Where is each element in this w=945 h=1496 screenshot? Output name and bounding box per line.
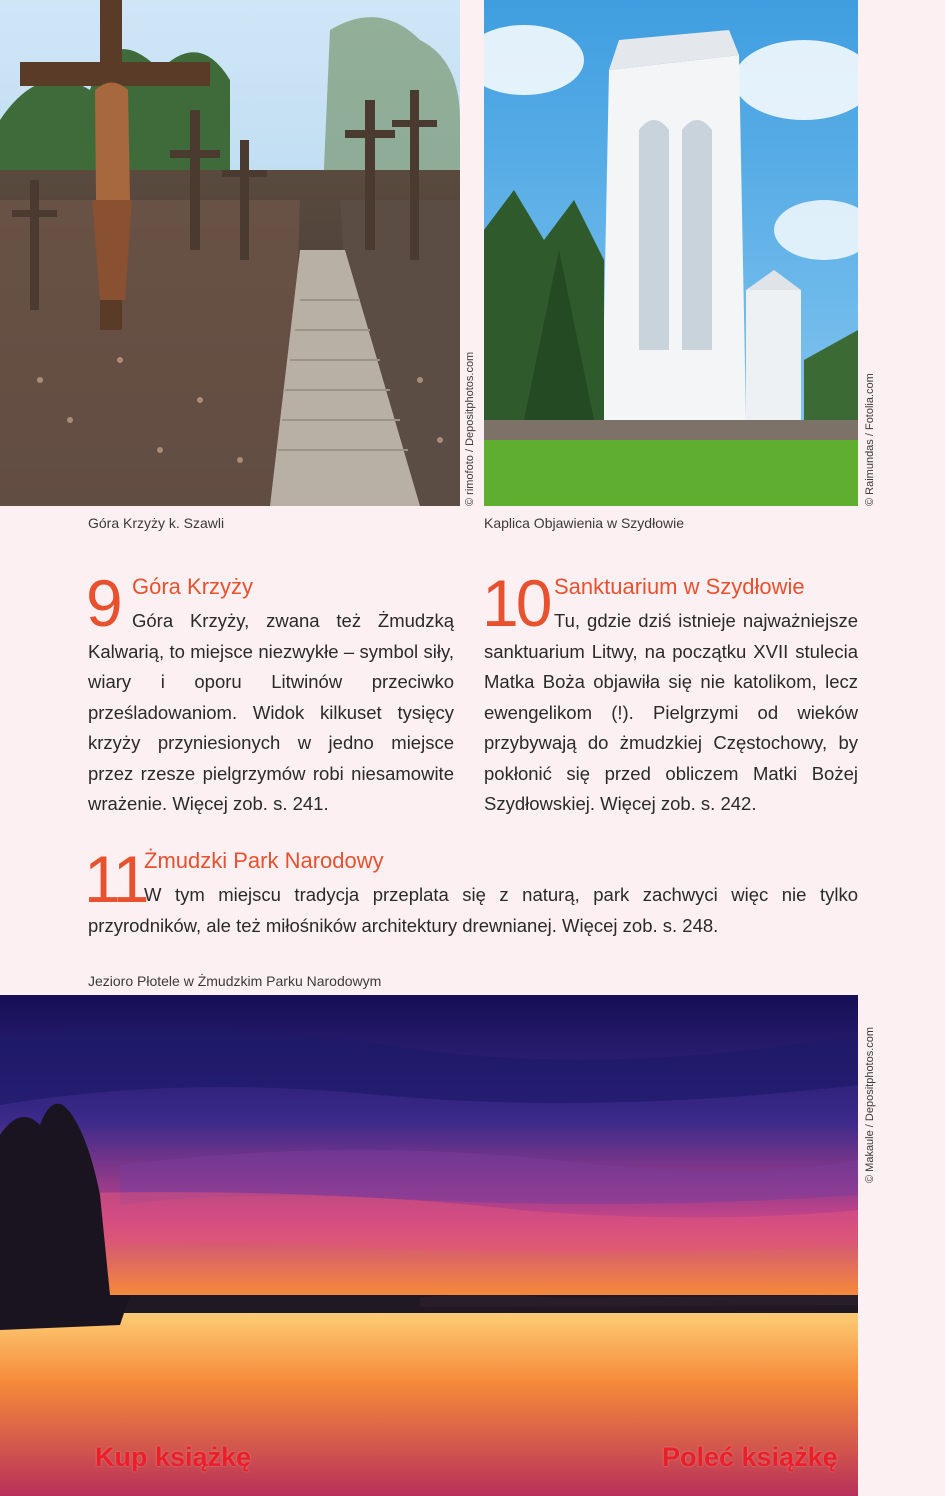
entry-9-text-content: Góra Krzyży, zwana też Żmudzką Kalwarią, to miejsce niezwykłe – symbol siły, wiary i oporu Litwinów przeciwko prześladowaniom. Widok kilkuset tysięcy krzyży przyniesionych w jedno miejsce przez rzesze pielgrzymów robi niesamowite wrażenie. Więcej zob. s. 241. bbox=[88, 610, 454, 814]
chapel-photo bbox=[484, 0, 858, 506]
entry-9-title: Góra Krzyży bbox=[132, 574, 254, 599]
lake-credit: © Makaule / Depositphotos.com bbox=[864, 1026, 876, 1183]
lake-photo bbox=[0, 995, 858, 1496]
chapel-credit: © Raimundas / Fotolia.com bbox=[864, 373, 876, 506]
entry-10-number: 10 bbox=[482, 566, 550, 640]
hill-of-crosses-caption: Góra Krzyży k. Szawli bbox=[88, 515, 225, 531]
hill-of-crosses-photo bbox=[0, 0, 460, 506]
entry-10-title: Sanktuarium w Szydłowie bbox=[554, 574, 805, 599]
chapel-caption: Kaplica Objawienia w Szydłowie bbox=[484, 515, 684, 531]
entry-11-title: Żmudzki Park Narodowy bbox=[144, 848, 384, 873]
entry-10-text-content: Tu, gdzie dziś istnieje najważniejsze sanktuarium Litwy, na początku XVII stulecia Matka Boża objawiła się nie katolikom, lecz ewengelikom (!). Pielgrzymi od wieków przybywają do żmudzkiej Częstochowy, by pokłonić się przed obliczem Matki Bożej Szydłowskiej. Więcej zob. s. 242. bbox=[484, 610, 858, 814]
entry-11-text-content: W tym miejscu tradycja przeplata się z naturą, park zachwyci więc nie tylko przyrodników, ale też miłośników architektury drewnianej. Więcej zob. s. 248. bbox=[88, 884, 858, 936]
entry-9-text bbox=[88, 606, 454, 820]
entry-9-number: 9 bbox=[86, 566, 120, 640]
hill-of-crosses-credit: © rimofoto / Depositphotos.com bbox=[464, 351, 476, 506]
entry-11-text bbox=[88, 880, 858, 941]
recommend-book-link[interactable]: Poleć książkę bbox=[662, 1442, 838, 1472]
entry-11-number: 11 bbox=[84, 842, 147, 916]
buy-book-link[interactable]: Kup książkę bbox=[95, 1442, 252, 1472]
entry-10-text bbox=[484, 606, 858, 820]
lake-caption: Jezioro Płotele w Żmudzkim Parku Narodowym bbox=[88, 973, 382, 989]
